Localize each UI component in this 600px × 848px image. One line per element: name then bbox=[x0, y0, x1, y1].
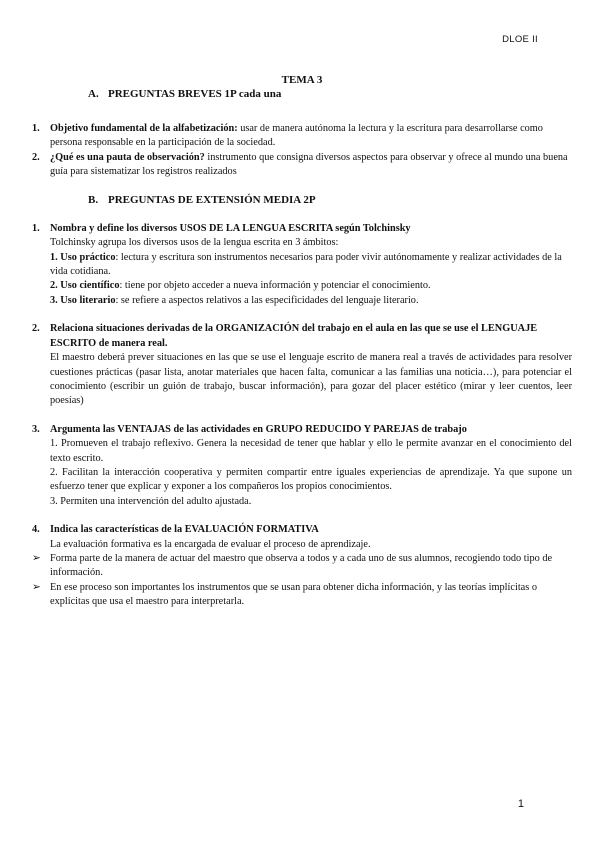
question-number: 3. bbox=[32, 423, 40, 435]
use-label: 3. Uso literario bbox=[50, 294, 116, 306]
bullet-text: Forma parte de la manera de actuar del maestro que observa a todos y a cada uno de sus alumnos, recogiendo todo tipo de información. bbox=[50, 552, 553, 579]
advantage-item: 1. Promueven el trabajo reflexivo. Genera la necesidad de tener que hablar y ello le permite avanzar en el conocimiento del texto escrito. bbox=[50, 438, 572, 464]
short-question-2 bbox=[32, 151, 572, 180]
use-text: : tiene por objeto acceder a nueva información y potenciar el conocimiento. bbox=[119, 280, 431, 292]
list-item bbox=[32, 552, 572, 581]
question-number: 4. bbox=[32, 524, 40, 536]
answer-intro: La evaluación formativa es la encargada de evaluar el proceso de aprendizaje. bbox=[50, 538, 371, 550]
page-header: DLOE II bbox=[502, 34, 538, 45]
bullet-text: En ese proceso son importantes los instrumentos que se usan para obtener dicha información, y las teorías implícitas o explícitas que usa el maestro para interpretarla. bbox=[50, 581, 537, 608]
use-label: 1. Uso práctico bbox=[50, 251, 116, 263]
long-question-3 bbox=[32, 423, 572, 509]
answer-text: El maestro deberá prever situaciones en las que se use el lenguaje escrito de manera real a través de actividades para resolver cuestiones prácticas (pasar lista, anotar materiales que hacen falta, comunicar a las familias una noticia…), para potenciar el conocimiento (escribir un guión de trabajo, buscar información), para gozar del placer estético (mirar y leer cuentos, leer poesías) bbox=[50, 352, 572, 407]
long-question-4 bbox=[32, 523, 572, 552]
long-question-1 bbox=[32, 222, 572, 308]
question-text: Objetivo fundamental de la alfabetización: bbox=[50, 122, 238, 134]
use-item-scientific bbox=[50, 279, 572, 293]
advantage-item: 2. Facilitan la interacción cooperativa y permiten compartir entre iguales experiencias de aprendizaje. Ya que supone un esfuerzo tener que explicar y exponer a los compañeros los propios conocimientos. bbox=[50, 466, 572, 493]
answer-text: instrumento que consigna diversos aspectos para observar y ofrece al mundo una buena guía para sistematizar los registros realizados bbox=[50, 151, 568, 178]
question-number: 2. bbox=[32, 323, 40, 335]
answer-text: usar de manera autónoma la lectura y la escritura para desarrollarse como persona responsable en la participación de la sociedad. bbox=[50, 122, 543, 149]
use-item-practical bbox=[50, 251, 572, 280]
question-number: 2. bbox=[32, 151, 40, 163]
section-b-title: PREGUNTAS DE EXTENSIÓN MEDIA 2P bbox=[108, 194, 316, 207]
section-b-heading bbox=[88, 193, 572, 207]
question-title: Argumenta las VENTAJAS de las actividades en GRUPO REDUCIDO Y PAREJAS de trabajo bbox=[50, 423, 467, 435]
section-a-letter: A. bbox=[88, 88, 99, 101]
use-text: : lectura y escritura son instrumentos necesarios para poder vivir autónomamente y realizar actividades de la vida cotidiana. bbox=[50, 251, 562, 278]
question-number: 1. bbox=[32, 222, 40, 234]
section-b-letter: B. bbox=[88, 194, 99, 207]
question-text: ¿Qué es una pauta de observación? bbox=[50, 151, 205, 163]
use-text: : se refiere a aspectos relativos a las especificidades del lenguaje literario. bbox=[115, 294, 419, 306]
question-title: Nombra y define los diversos USOS DE LA LENGUA ESCRITA según Tolchinsky bbox=[50, 222, 411, 234]
use-item-literary bbox=[50, 294, 572, 308]
list-item bbox=[32, 581, 572, 610]
arrow-bullet-icon: ➢ bbox=[32, 552, 41, 564]
section-a-heading bbox=[88, 87, 572, 101]
long-question-2 bbox=[32, 322, 572, 408]
question-number: 1. bbox=[32, 122, 40, 134]
page-title: TEMA 3 bbox=[281, 74, 323, 86]
page-number: 1 bbox=[517, 798, 524, 810]
question-title: Relaciona situaciones derivadas de la ORGANIZACIÓN del trabajo en el aula en las que se use el LENGUAJE ESCRITO de manera real. bbox=[50, 323, 538, 349]
arrow-bullet-icon: ➢ bbox=[32, 581, 41, 593]
short-question-1 bbox=[32, 122, 572, 151]
advantage-item: 3. Permiten una intervención del adulto ajustada. bbox=[50, 495, 252, 507]
use-label: 2. Uso científico bbox=[50, 280, 120, 292]
document-body bbox=[32, 73, 572, 610]
section-a-title: PREGUNTAS BREVES 1P cada una bbox=[108, 88, 282, 101]
question-title: Indica las características de la EVALUACIÓN FORMATIVA bbox=[50, 524, 319, 536]
answer-intro: Tolchinsky agrupa los diversos usos de la lengua escrita en 3 ámbitos: bbox=[50, 237, 339, 249]
